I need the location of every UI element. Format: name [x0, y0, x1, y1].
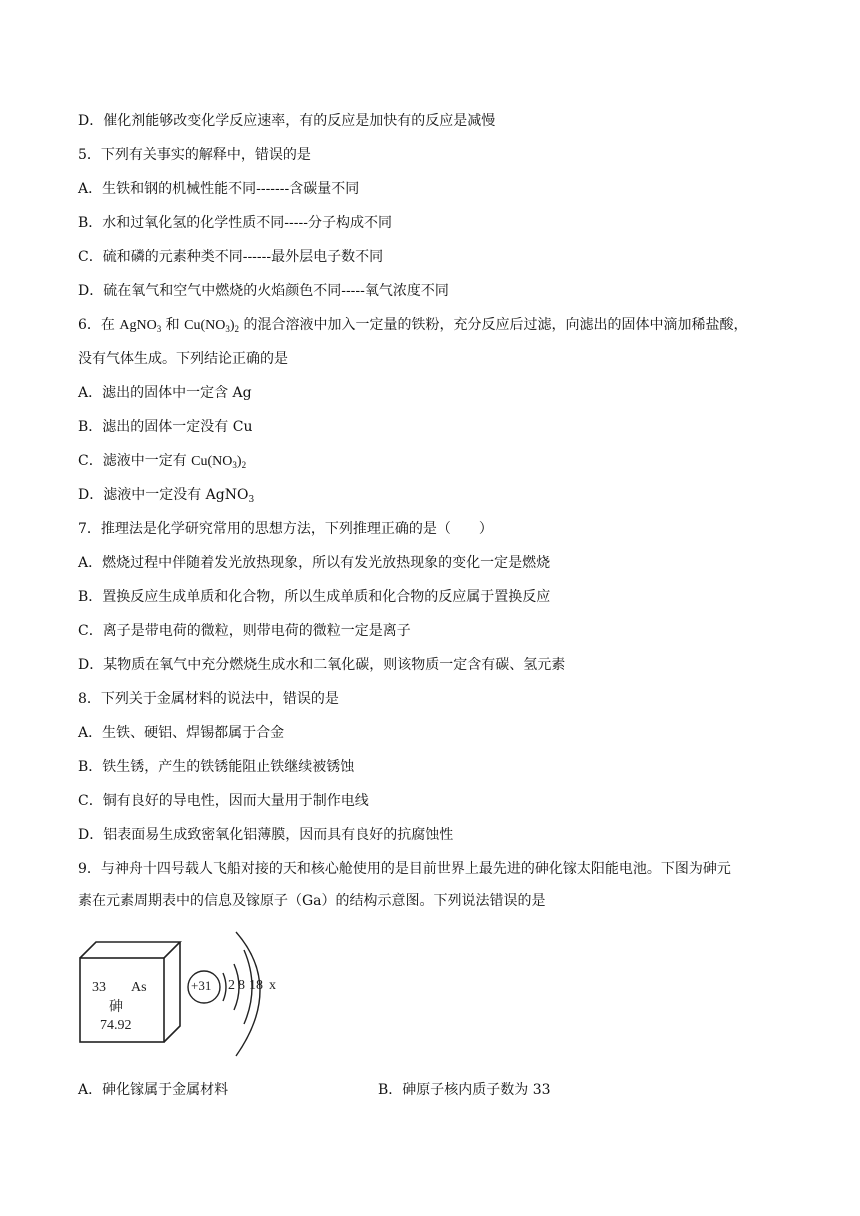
q6-option-c: [78, 451, 246, 472]
arsenic-gallium-figure: [78, 928, 298, 1064]
q6-option-b: B．滤出的固体一定没有 Cu: [78, 419, 253, 435]
q7-option-a: A．燃烧过程中伴随着发光放热现象，所以有发光放热现象的变化一定是燃烧: [78, 555, 551, 571]
q6d-text: D．滤液中一定没有 AgNO: [78, 487, 249, 503]
q6-option-d: [78, 485, 254, 505]
nucleus-charge: +31: [191, 978, 212, 993]
shell-3-electrons: 18: [249, 978, 263, 993]
q6-cuno3-sub3: 3: [225, 324, 230, 334]
q6d-sub: 3: [248, 495, 255, 505]
element-name: 砷: [109, 999, 123, 1015]
q8-option-c: C．铜有良好的导电性，因而大量用于制作电线: [78, 793, 369, 809]
q5-option-d: D．硫在氧气和空气中燃烧的火焰颜色不同-----氧气浓度不同: [78, 283, 449, 299]
q6-prefix: 6．在: [78, 317, 120, 333]
element-symbol: As: [131, 980, 147, 995]
q9-stem-line2: 素在元素周期表中的信息及镓原子（Ga）的结构示意图。下列说法错误的是: [78, 893, 546, 909]
atomic-mass: 74.92: [100, 1018, 132, 1033]
q6-cuno3: Cu(NO: [184, 318, 226, 333]
q5-option-a: A．生铁和钢的机械性能不同-------含碳量不同: [78, 181, 360, 197]
shell-4-electrons: x: [269, 978, 276, 993]
q6-and: 和: [161, 317, 185, 333]
q6-agno3: AgNO: [119, 318, 157, 333]
q6-stem-line1: [78, 315, 747, 336]
q6-cuno3-close: ): [229, 318, 235, 333]
q8-stem: 8．下列关于金属材料的说法中，错误的是: [78, 691, 339, 707]
q9-stem-line1: 9．与神舟十四号载人飞船对接的天和核心舱使用的是目前世界上最先进的砷化镓太阳能电池。下图为砷元: [78, 861, 731, 877]
q6-option-a: A．滤出的固体中一定含 Ag: [78, 385, 252, 401]
q7-option-c: C．离子是带电荷的微粒，则带电荷的微粒一定是离子: [78, 623, 411, 639]
q7-option-d: D．某物质在氧气中充分燃烧生成水和二氧化碳，则该物质一定含有碳、氢元素: [78, 657, 566, 673]
q5-option-c: C．硫和磷的元素种类不同------最外层电子数不同: [78, 249, 384, 265]
q6c-prefix: C．滤液中一定有: [78, 453, 192, 469]
q4-option-d: D．催化剂能够改变化学反应速率，有的反应是加快有的反应是减慢: [78, 113, 496, 129]
q6-stem-line2: 没有气体生成。下列结论正确的是: [78, 351, 288, 367]
shell-1-electrons: 2: [228, 978, 235, 993]
q8-option-d: D．铝表面易生成致密氧化铝薄膜，因而具有良好的抗腐蚀性: [78, 827, 454, 843]
atomic-number: 33: [92, 980, 106, 995]
q7-stem: 7．推理法是化学研究常用的思想方法，下列推理正确的是（ ）: [78, 521, 493, 537]
q6-agno3-sub: 3: [156, 324, 162, 334]
q6c-sub3: 3: [232, 460, 237, 470]
q6-cuno3-sub2: 2: [234, 324, 240, 334]
q6c-sub2: 2: [241, 460, 247, 470]
q6c-close: ): [236, 454, 242, 469]
q6-rest: 的混合溶液中加入一定量的铁粉，充分反应后过滤，向滤出的固体中滴加稀盐酸，: [239, 317, 748, 333]
q8-option-a: A．生铁、硬铝、焊锡都属于合金: [78, 725, 285, 741]
q8-option-b: B．铁生锈，产生的铁锈能阻止铁继续被锈蚀: [78, 759, 355, 775]
q5-option-b: B．水和过氧化氢的化学性质不同-----分子构成不同: [78, 215, 392, 231]
q9-option-b: B．砷原子核内质子数为 33: [378, 1082, 551, 1098]
q5-stem: 5．下列有关事实的解释中，错误的是: [78, 147, 311, 163]
shell-2-electrons: 8: [238, 978, 245, 993]
q6c-cuno3: Cu(NO: [191, 454, 233, 469]
q7-option-b: B．置换反应生成单质和化合物，所以生成单质和化合物的反应属于置换反应: [78, 589, 551, 605]
q9-option-a: A．砷化镓属于金属材料: [78, 1082, 229, 1098]
